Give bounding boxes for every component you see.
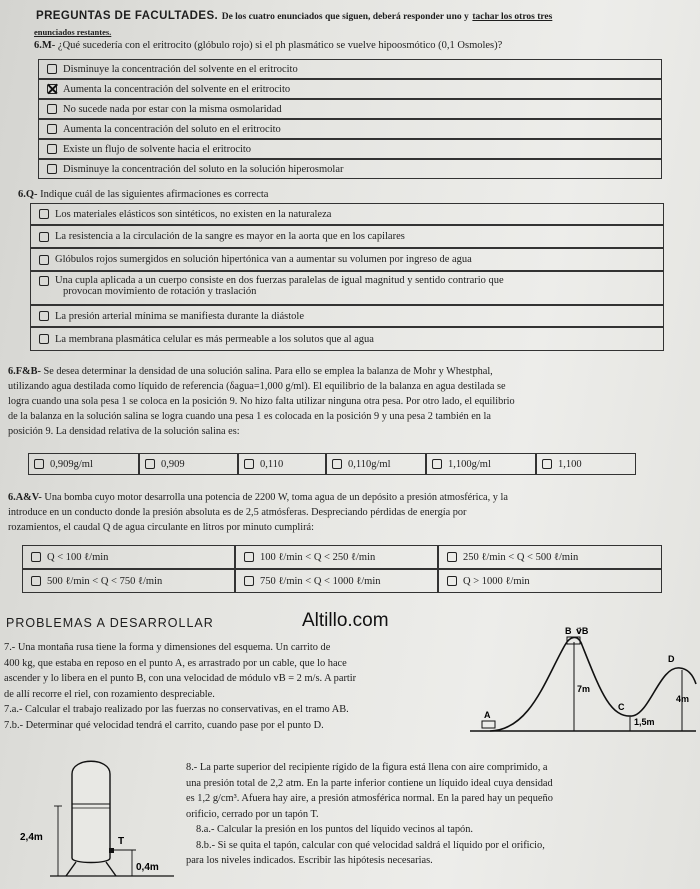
roller-coaster-diagram [470, 620, 698, 742]
option-6fb-6[interactable] [536, 453, 636, 475]
checkbox[interactable] [39, 311, 49, 321]
question-6fb-line: posición 9. La densidad relativa de la solución salina es: [8, 426, 240, 437]
question-6av-line: rozamientos, el caudal Q de agua circulante en litros por minuto cumplirá: [8, 522, 314, 533]
problem-7-line: 400 kg, que estaba en reposo en el punto A, es arrastrado por un cable, que lo hace [4, 657, 347, 669]
option-6m-1[interactable] [38, 59, 662, 79]
label-height-0-4m: 0,4m [136, 862, 159, 873]
option-label: Existe un flujo de solvente hacia el eritrocito [63, 143, 252, 155]
checkbox-checked[interactable] [47, 84, 57, 94]
question-6m [34, 40, 502, 51]
option-6av-3[interactable] [438, 545, 662, 569]
option-label: 0,909 [161, 458, 185, 470]
question-6fb-line: Se desea determinar la densidad de una solución salina. Para ello se emplea la balanza de Mohr y Whestphal, [43, 366, 493, 377]
option-6q-5[interactable] [30, 305, 664, 327]
option-6q-1[interactable] [30, 203, 664, 225]
question-6q-text: Indique cuál de las siguientes afirmaciones es correcta [40, 189, 269, 200]
checkbox[interactable] [31, 576, 41, 586]
option-6fb-2[interactable] [139, 453, 238, 475]
checkbox[interactable] [145, 459, 155, 469]
option-label: 1,100 [558, 458, 582, 470]
option-6fb-4[interactable] [326, 453, 426, 475]
option-6fb-1[interactable] [28, 453, 139, 475]
header-instruction: De los cuatro enunciados que siguen, deberá responder uno y [221, 12, 469, 22]
question-6fb [8, 364, 515, 439]
checkbox[interactable] [447, 576, 457, 586]
label-height-2-4m: 2,4m [20, 832, 43, 843]
checkbox[interactable] [31, 552, 41, 562]
option-label: 250 ℓ/min < Q < 500 ℓ/min [463, 551, 579, 563]
option-label: La membrana plasmática celular es más permeable a los solutos que al agua [55, 333, 374, 345]
problem-7b: 7.b.- Determinar qué velocidad tendrá el carrito, cuando pase por el punto D. [4, 719, 324, 731]
problem-8-line: 8.- La parte superior del recipiente rígido de la figura está llena con aire comprimido, a [186, 762, 548, 773]
option-6m-4[interactable] [38, 119, 662, 139]
option-6av-6[interactable] [438, 569, 662, 593]
question-6fb-line: logra cuando una sola pesa 1 se coloca en la posición 9. No hizo falta utilizar ninguna otra pesa. Por otro lado, el equilibrio [8, 396, 515, 407]
option-label: Q < 100 ℓ/min [47, 551, 109, 563]
question-6av [8, 490, 508, 535]
option-6m-5[interactable] [38, 139, 662, 159]
section-title-problems: PROBLEMAS A DESARROLLAR [6, 616, 214, 630]
problem-7-line: de allí recorre el riel, con rozamiento despreciable. [4, 688, 215, 700]
label-plug-t: T [118, 836, 125, 847]
option-label-continuation: provocan movimiento de rotación y traslación [63, 286, 257, 297]
checkbox[interactable] [447, 552, 457, 562]
option-6m-2[interactable] [38, 79, 662, 99]
problem-7-line: ascender y lo libera en el punto B, con una velocidad de módulo vB = 2 m/s. A partir [4, 673, 357, 684]
option-label: Aumenta la concentración del soluto en el eritrocito [63, 123, 281, 135]
question-6m-text: ¿Qué sucedería con el eritrocito (glóbulo rojo) si el ph plasmático se vuelve hipoosmótico (0,1 Osmoles)? [57, 40, 503, 51]
option-label: 500 ℓ/min < Q < 750 ℓ/min [47, 575, 163, 587]
checkbox[interactable] [47, 104, 57, 114]
label-velocity-b: v⃗B [576, 626, 589, 636]
option-6fb-3[interactable] [238, 453, 326, 475]
question-6av-line: Una bomba cuyo motor desarrolla una potencia de 2200 W, toma agua de un depósito a presión atmosférica, y la [44, 492, 508, 503]
option-label: Disminuye la concentración del soluto en la solución hiperosmolar [63, 163, 344, 175]
checkbox[interactable] [244, 459, 254, 469]
option-label: Disminuye la concentración del solvente en el eritrocito [63, 63, 298, 75]
label-point-d: D [668, 654, 675, 664]
question-6av-line: introduce en un conducto donde la presión absoluta es de 2,5 atmósferas. Despreciando pérdidas de energía por [8, 507, 467, 518]
option-label: 0,110g/ml [348, 458, 391, 470]
header-title: PREGUNTAS DE FACULTADES. De los cuatro enunciados que siguen, deberá responder uno y tachar los otros tres [36, 10, 553, 22]
option-6m-3[interactable] [38, 99, 662, 119]
option-6av-1[interactable] [22, 545, 235, 569]
label-point-a: A [484, 710, 491, 720]
checkbox[interactable] [39, 255, 49, 265]
option-6q-2[interactable] [30, 225, 664, 248]
checkbox[interactable] [39, 209, 49, 219]
label-height-4m: 4m [676, 694, 690, 704]
checkbox[interactable] [432, 459, 442, 469]
option-label: Una cupla aplicada a un cuerpo consiste en dos fuerzas paralelas de igual magnitud y sentido contrario que [55, 275, 504, 286]
option-6m-6[interactable] [38, 159, 662, 179]
option-label: Aumenta la concentración del solvente en el eritrocito [63, 83, 291, 95]
option-6q-4[interactable] [30, 271, 664, 305]
problem-8b: 8.b.- Si se quita el tapón, calcular con qué velocidad saldrá el líquido por el orificio, [196, 839, 545, 851]
label-height-1-5m: 1,5m [634, 717, 655, 727]
question-6m-number: 6.M- [34, 40, 56, 51]
question-6q [18, 189, 268, 200]
option-label: No sucede nada por estar con la misma osmolaridad [63, 103, 282, 115]
question-6fb-number: 6.F&B- [8, 366, 41, 377]
checkbox[interactable] [542, 459, 552, 469]
option-label: 0,909g/ml [50, 458, 93, 470]
problem-7 [4, 640, 356, 733]
checkbox[interactable] [39, 334, 49, 344]
checkbox[interactable] [34, 459, 44, 469]
header-instruction-underlined: tachar los otros tres [472, 12, 553, 22]
checkbox[interactable] [47, 124, 57, 134]
question-6q-number: 6.Q- [18, 189, 38, 200]
problem-7a: 7.a.- Calcular el trabajo realizado por las fuerzas no conservativas, en el tramo AB. [4, 704, 349, 715]
problem-8b-continuation: para los niveles indicados. Escribir las hipótesis necesarias. [186, 855, 433, 866]
checkbox[interactable] [47, 144, 57, 154]
question-6fb-line: de la balanza en la solución salina se logra cuando una pesa 1 es colocada en la posición 9 y una pesa 2 también en la [8, 411, 491, 422]
label-point-c: C [618, 702, 625, 712]
checkbox[interactable] [244, 576, 254, 586]
option-label: La presión arterial mínima se manifiesta durante la diástole [55, 310, 304, 322]
option-label: 750 ℓ/min < Q < 1000 ℓ/min [260, 575, 381, 587]
checkbox[interactable] [47, 164, 57, 174]
watermark: Altillo.com [302, 610, 389, 631]
checkbox[interactable] [39, 232, 49, 242]
problem-8a: 8.a.- Calcular la presión en los puntos del líquido vecinos al tapón. [196, 824, 474, 835]
option-label: 100 ℓ/min < Q < 250 ℓ/min [260, 551, 376, 563]
problem-7-line: 7.- Una montaña rusa tiene la forma y dimensiones del esquema. Un carrito de [4, 642, 331, 653]
option-label: La resistencia a la circulación de la sangre es mayor en la aorta que en los capilares [55, 231, 405, 242]
checkbox[interactable] [332, 459, 342, 469]
problem-8-line: una presión total de 2,2 atm. En la parte inferior contiene un líquido ideal cuya densidad [186, 777, 553, 789]
label-height-7m: 7m [577, 684, 591, 694]
checkbox[interactable] [244, 552, 254, 562]
problem-8-line: es 1,2 g/cm³. Afuera hay aire, a presión atmosférica normal. En la pared hay un pequeño [186, 793, 553, 804]
option-label: Glóbulos rojos sumergidos en solución hipertónica van a aumentar su volumen por ingreso de agua [55, 254, 472, 265]
question-6fb-line: utilizando agua destilada como líquido de referencia (δagua=1,000 g/ml). El equilibrio de la balanza en agua destilada se [8, 381, 506, 392]
label-point-b: B [565, 626, 572, 636]
option-6av-2[interactable] [235, 545, 438, 569]
problem-8-line: orificio, cerrado por un tapón T. [186, 808, 319, 820]
tank-diagram [14, 752, 186, 886]
problem-8 [186, 760, 553, 869]
option-6q-3[interactable] [30, 248, 664, 271]
checkbox[interactable] [47, 64, 57, 74]
header-instruction-end: enunciados restantes. [34, 27, 112, 37]
option-label: 1,100g/ml [448, 458, 491, 470]
option-label: 0,110 [260, 458, 284, 470]
question-6av-number: 6.A&V- [8, 492, 42, 503]
checkbox[interactable] [39, 276, 49, 286]
option-label: Q > 1000 ℓ/min [463, 575, 530, 587]
option-6av-5[interactable] [235, 569, 438, 593]
option-6av-4[interactable] [22, 569, 235, 593]
option-6fb-5[interactable] [426, 453, 536, 475]
option-label: Los materiales elásticos son sintéticos, no existen en la naturaleza [55, 208, 332, 220]
option-6q-6[interactable] [30, 327, 664, 351]
